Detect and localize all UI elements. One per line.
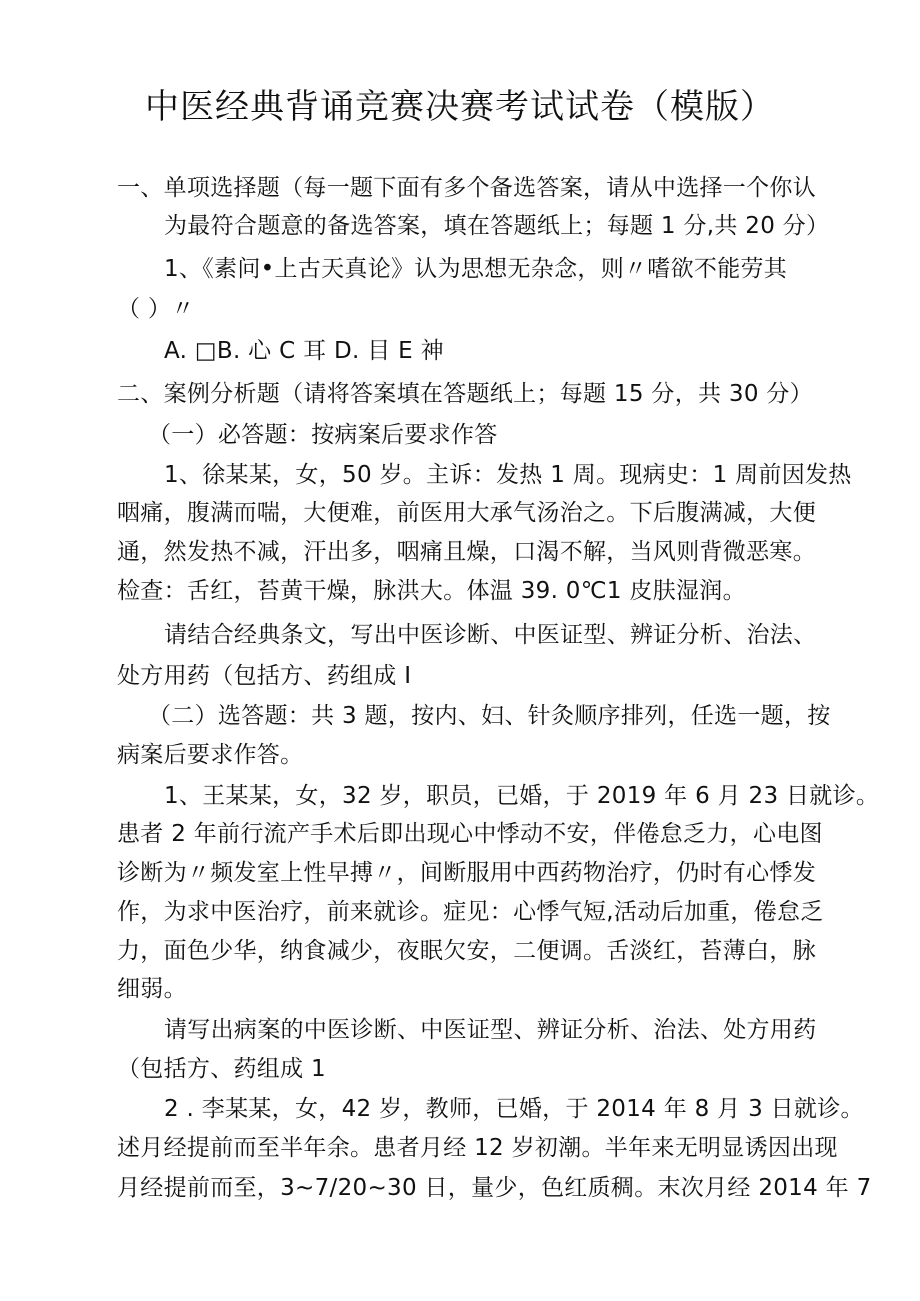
case-3-line: 述月经提前而至半年余。患者月经 12 岁初潮。半年来无明显诱因出现 [117,1135,838,1161]
case-2-line: 力，面色少华，纳食减少，夜眠欠安，二便调。舌淡红，苔薄白，脉 [117,938,816,964]
case-1-instruction: 请结合经典条文，写出中医诊断、中医证型、辨证分析、治法、 [164,622,817,648]
case-1-instruction-cont: 处方用药（包括方、药组成 I [117,663,412,689]
section-1-heading: 一、单项选择题（每一题下面有多个备选答案，请从中选择一个你认 [117,175,816,201]
optional-heading-cont: 病案后要求作答。 [117,742,304,768]
case-2-instruction-cont: （包括方、药组成 1 [117,1056,326,1082]
section-1-heading-cont: 为最符合题意的备选答案，填在答题纸上；每题 1 分,共 20 分） [164,213,830,239]
case-3-line: 2 . 李某某，女，42 岁，教师，已婚，于 2014 年 8 月 3 日就诊。 [164,1096,864,1122]
required-heading: （一）必答题：按病案后要求作答 [148,422,498,448]
case-2-line: 诊断为〃频发室上性早搏〃，间断服用中西药物治疗，仍时有心悸发 [117,860,816,886]
case-1-line: 咽痛，腹满而喘，大便难，前医用大承气汤治之。下后腹满减，大便 [117,500,816,526]
optional-heading: （二）选答题：共 3 题，按内、妇、针灸顺序排列，任选一题，按 [148,703,831,729]
case-1-line: 检查：舌红，苔黄干燥，脉洪大。体温 39. 0℃1 皮肤湿润。 [117,578,746,604]
section-2-heading: 二、案例分析题（请将答案填在答题纸上；每题 15 分，共 30 分） [117,381,813,407]
question-1-cont: （ ）〃 [117,296,195,322]
question-1-options: A. □B. 心 C 耳 D. 目 E 神 [164,338,444,364]
page-title: 中医经典背诵竞赛决赛考试试卷（模版） [145,87,775,127]
case-1-line: 通，然发热不减，汗出多，咽痛且燥，口渴不解，当风则背微恶寒。 [117,539,816,565]
case-1-line: 1、徐某某，女，50 岁。主诉：发热 1 周。现病史：1 周前因发热 [164,462,852,488]
case-2-line: 患者 2 年前行流产手术后即出现心中悸动不安，伴倦怠乏力，心电图 [117,821,823,847]
case-3-line: 月经提前而至，3~7/20~30 日，量少，色红质稠。末次月经 2014 年 7 [117,1175,872,1201]
case-2-line: 细弱。 [117,976,187,1002]
case-2-instruction: 请写出病案的中医诊断、中医证型、辨证分析、治法、处方用药 [164,1017,817,1043]
question-1: 1、《素问•上古天真论》认为思想无杂念，则〃嗜欲不能劳其 [164,256,788,282]
case-2-line: 1、王某某，女，32 岁，职员，已婚，于 2019 年 6 月 23 日就诊。 [164,783,880,809]
case-2-line: 作，为求中医治疗，前来就诊。症见：心悸气短,活动后加重，倦怠乏 [117,899,824,925]
